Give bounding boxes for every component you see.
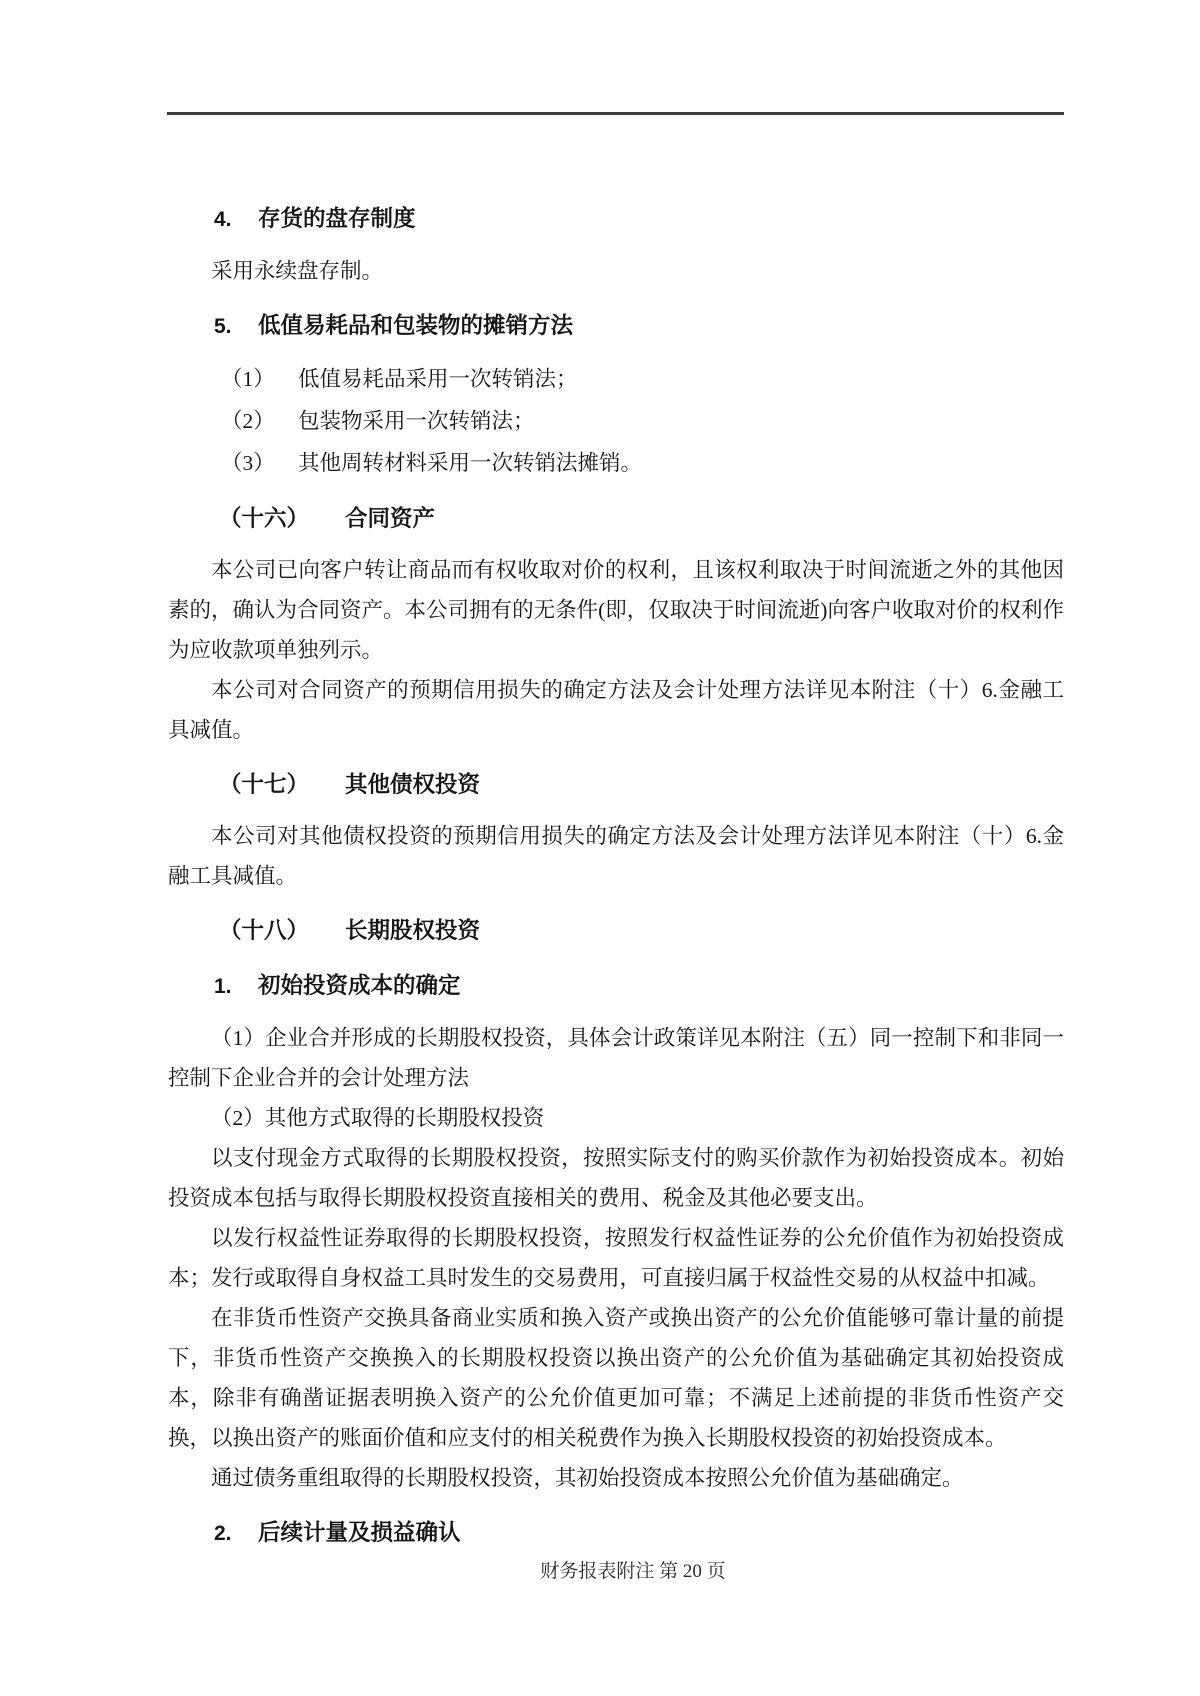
heading-contract-assets [219,499,1064,539]
heading-title: 其他债权投资 [345,772,481,797]
heading-number: 4. [214,208,232,231]
header-rule [167,112,1064,115]
heading-long-term-equity-investment [219,911,1064,951]
paragraph-lt-equity-6: 通过债务重组取得的长期股权投资，其初始投资成本按照公允价值为基础确定。 [211,1466,964,1490]
heading-other-debt-investments [219,765,1064,805]
paragraph-other-debt-investments: 本公司对其他债权投资的预期信用损失的确定方法及会计处理方法详见本附注（十）6.金融工具减值。 [168,824,1064,888]
paragraph-contract-assets-1: 本公司已向客户转让商品而有权收取对价的权利，且该权利取决于时间流逝之外的其他因素的，确认为合同资产。本公司拥有的无条件(即，仅取决于时间流逝)向客户收取对价的权利作为应收款项单独列示。 [168,558,1064,662]
heading-title: 后续计量及损益确认 [258,1520,461,1545]
heading-subsequent-measurement [214,1513,1064,1554]
heading-initial-investment-cost [214,966,1064,1007]
heading-number: 2. [214,1522,232,1545]
heading-number: （十七） [219,772,310,797]
paragraph-inventory-system: 采用永续盘存制。 [211,259,384,283]
heading-number: 5. [214,315,232,338]
list-item [221,400,1064,442]
heading-title: 低值易耗品和包装物的摊销方法 [258,313,574,338]
list-item-number: （1） [221,367,275,391]
list-item-number: （2） [221,409,275,433]
heading-number: 1. [214,975,232,998]
list-item-text: 其他周转材料采用一次转销法摊销。 [298,451,643,475]
heading-title: 长期股权投资 [345,918,481,943]
list-item-number: （3） [221,451,275,475]
heading-number: （十六） [219,506,310,531]
paragraph-lt-equity-4: 以发行权益性证券取得的长期股权投资，按照发行权益性证券的公允价值作为初始投资成本；发行或取得自身权益工具时发生的交易费用，可直接归属于权益性交易的从权益中扣减。 [168,1226,1064,1290]
list-item [221,358,1064,400]
heading-number: （十八） [219,918,310,943]
heading-title: 初始投资成本的确定 [258,973,461,998]
document-body [168,184,1064,1565]
paragraph-lt-equity-1: （1）企业合并形成的长期股权投资，具体会计政策详见本附注（五）同一控制下和非同一控制下企业合并的会计处理方法 [168,1026,1064,1090]
paragraph-lt-equity-5: 在非货币性资产交换具备商业实质和换入资产或换出资产的公允价值能够可靠计量的前提下，非货币性资产交换换入的长期股权投资以换出资产的公允价值为基础确定其初始投资成本，除非有确凿证据表明换入资产的公允价值更加可靠；不满足上述前提的非货币性资产交换，以换出资产的账面价值和应支付的相关税费作为换入长期股权投资的初始投资成本。 [168,1306,1064,1450]
heading-title: 合同资产 [345,506,436,531]
paragraph-lt-equity-3: 以支付现金方式取得的长期股权投资，按照实际支付的购买价款作为初始投资成本。初始投资成本包括与取得长期股权投资直接相关的费用、税金及其他必要支出。 [168,1146,1064,1210]
heading-inventory-system [214,199,1064,240]
list-item [221,442,1064,484]
ordered-list-amortization [168,358,1064,484]
heading-title: 存货的盘存制度 [258,206,416,231]
heading-amortization-method [214,306,1064,347]
list-item-text: 低值易耗品采用一次转销法； [298,367,578,391]
list-item-text: 包装物采用一次转销法； [298,409,535,433]
page-footer: 财务报表附注 第 20 页 [540,1561,726,1582]
paragraph-lt-equity-2: （2）其他方式取得的长期股权投资 [211,1106,545,1130]
paragraph-contract-assets-2: 本公司对合同资产的预期信用损失的确定方法及会计处理方法详见本附注（十）6.金融工具减值。 [168,678,1064,742]
